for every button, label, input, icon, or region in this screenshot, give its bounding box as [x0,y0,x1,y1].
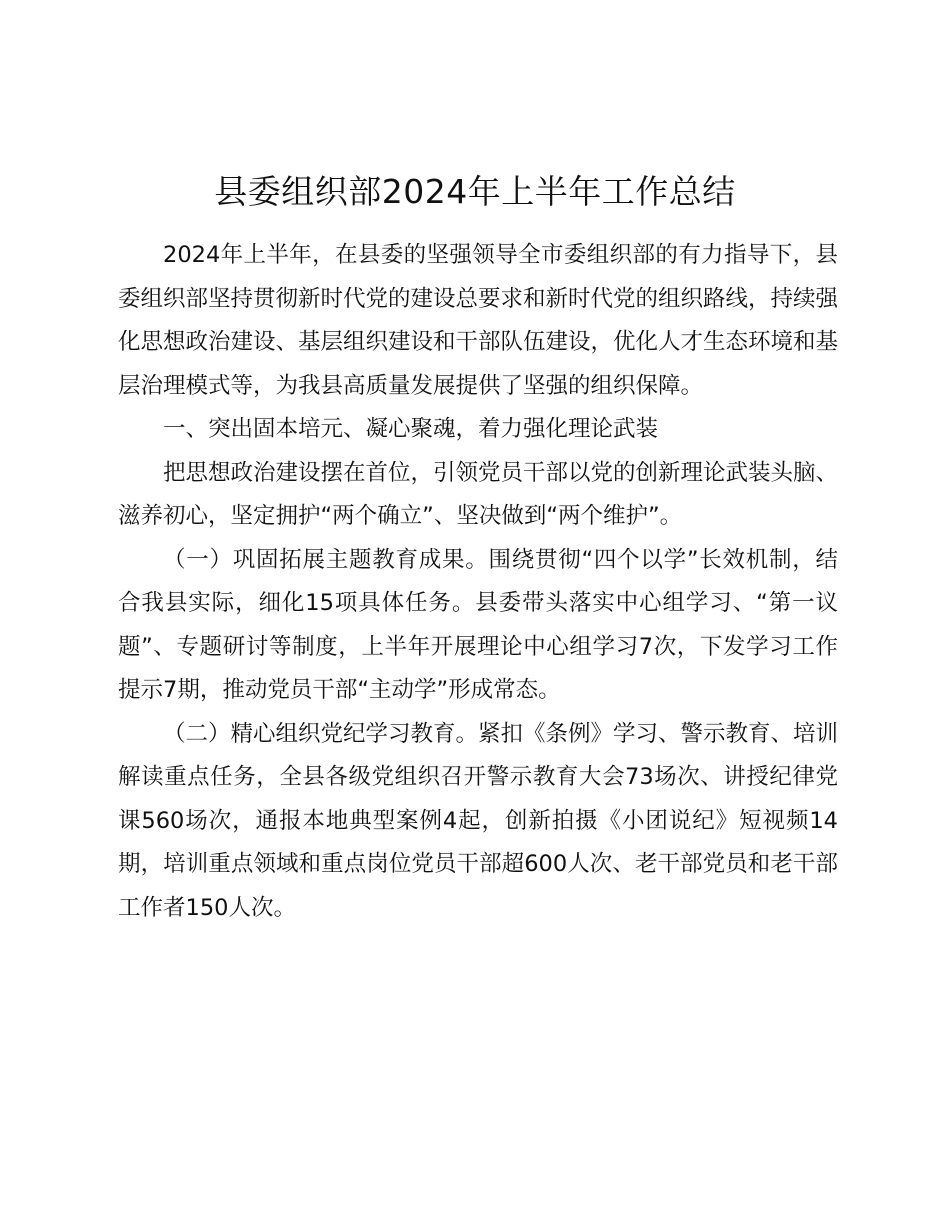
document-title: 县委组织部2024年上半年工作总结 [214,172,736,211]
subsection-paragraph-1: （一）巩固拓展主题教育成果。围绕贯彻“四个以学”长效机制，结合我县实际，细化15项具体任务。县委带头落实中心组学习、“第一议题”、专题研讨等制度，上半年开展理论中心组学习7次，下发学习工作提示7期，推动党员干部“主动学”形成常态。 [118,546,838,703]
intro-paragraph: 2024年上半年，在县委的坚强领导全市委组织部的有力指导下，县委组织部坚持贯彻新时代党的建设总要求和新时代党的组织路线，持续强化思想政治建设、基层组织建设和干部队伍建设，优化人才生态环境和基层治理模式等，为我县高质量发展提供了坚强的组织保障。 [118,242,839,399]
subsection-paragraph-2: （二）精心组织党纪学习教育。紧扣《条例》学习、警示教育、培训解读重点任务，全县各级党组织召开警示教育大会73场次、讲授纪律党课560场次，通报本地典型案例4起，创新拍摄《小团说纪》短视频14期，培训重点领域和重点岗位党员干部超600人次、老干部党员和老干部工作者150人次。 [118,720,839,921]
section-intro-paragraph: 把思想政治建设摆在首位，引领党员干部以党的创新理论武装头脑、滋养初心，坚定拥护“两个确立”、坚决做到“两个维护”。 [118,459,839,529]
section-heading: 一、突出固本培元、凝心聚魂，着力强化理论武装 [163,416,659,442]
document-body [118,234,838,930]
